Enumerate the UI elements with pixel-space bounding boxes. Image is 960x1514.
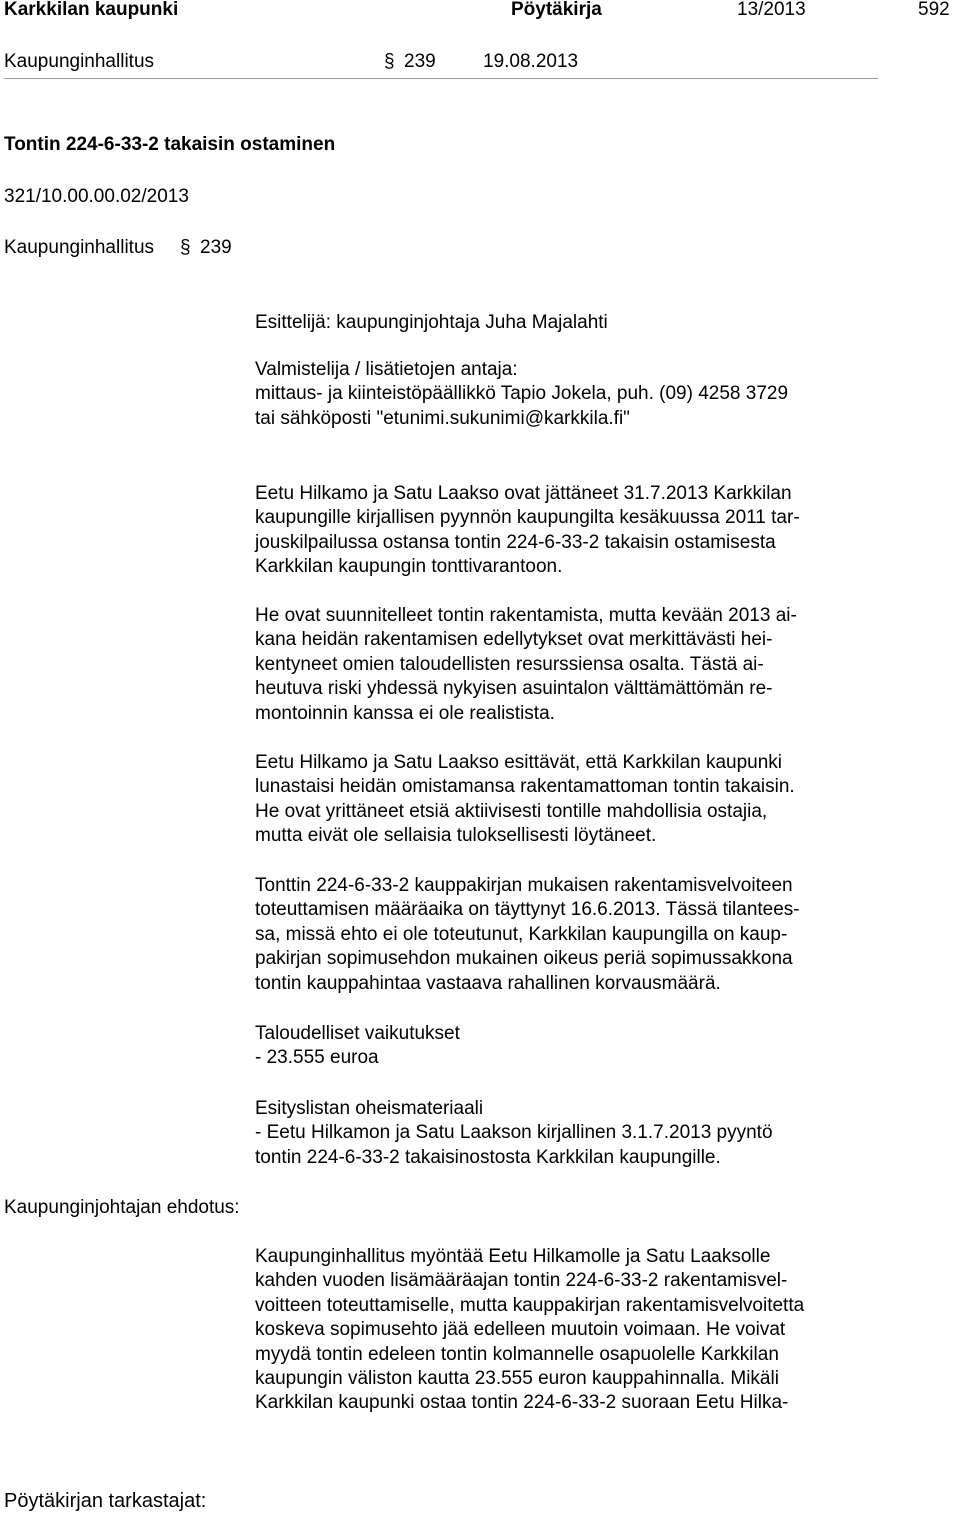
proposal-line: Karkkilan kaupunki ostaa tontin 224-6-33-2 suoraan Eetu Hilka- [255, 1392, 789, 1414]
paragraph-line: Eetu Hilkamo ja Satu Laakso ovat jättäneet 31.7.2013 Karkkilan [255, 483, 792, 504]
proposal-line: koskeva sopimusehto jää edelleen muutoin voimaan. He voivat [255, 1319, 786, 1341]
page-title: Tontin 224-6-33-2 takaisin ostaminen [4, 134, 336, 155]
preparer-line: tai sähköposti "etunimi.sukunimi@karkkila.fi" [255, 407, 630, 429]
paragraph-line: sa, missä ehto ei ole toteutunut, Karkkilan kaupungilla on kaup- [255, 923, 788, 945]
proposal-line: kaupungin väliston kautta 23.555 euron kauppahinnalla. Mikäli [255, 1367, 779, 1389]
section-line-number: 239 [200, 237, 232, 258]
page-number: 592 [918, 0, 950, 20]
preparer-line: mittaus- ja kiinteistöpäällikkö Tapio Jokela, puh. (09) 4258 3729 [255, 383, 789, 405]
paragraph-line: mutta eivät ole sellaisia tuloksellisesti löytäneet. [255, 825, 657, 847]
paragraph [255, 874, 915, 996]
proposal-label: Kaupunginjohtajan ehdotus: [4, 1197, 240, 1218]
paragraph-line: He ovat suunnitelleet tontin rakentamista, mutta kevään 2013 ai- [255, 605, 797, 626]
paragraph-line: kaupungille kirjallisen pyynnön kaupungilta kesäkuussa 2011 tar- [255, 507, 800, 529]
preparer-block [255, 358, 915, 431]
paragraph [255, 751, 915, 849]
paragraph-line: Tonttin 224-6-33-2 kauppakirjan mukaisen rakentamisvelvoiteen [255, 875, 793, 896]
proposal-line: myydä tontin edeleen tontin kolmannelle osapuolelle Karkkilan [255, 1343, 779, 1365]
financial-impact [255, 1022, 915, 1071]
proposal [255, 1245, 915, 1416]
doc-number: 13/2013 [737, 0, 806, 20]
paragraph-line: He ovat yrittäneet etsiä aktiivisesti tontille mahdollisia ostajia, [255, 800, 768, 822]
footer-reviewers-label: Pöytäkirjan tarkastajat: [4, 1490, 207, 1512]
reference-number: 321/10.00.00.02/2013 [4, 186, 189, 207]
paragraph-line: lunastaisi heidän omistamansa rakentamattoman tontin takaisin. [255, 776, 795, 798]
attachments [255, 1097, 915, 1170]
header-divider [4, 78, 878, 79]
section-mark: § [384, 51, 395, 72]
paragraph-line: jouskilpailussa ostansa tontin 224-6-33-2 takaisin ostamisesta [255, 531, 776, 553]
proposal-line: voitteen toteuttamiselle, mutta kauppakirjan rakentamisvelvoitetta [255, 1294, 805, 1316]
paragraph-line: - Eetu Hilkamon ja Satu Laakson kirjallinen 3.1.7.2013 pyyntö [255, 1122, 773, 1144]
paragraph-line: - 23.555 euroa [255, 1047, 379, 1069]
preparer-line: Valmistelija / lisätietojen antaja: [255, 359, 518, 380]
paragraph-line: heutuva riski yhdessä nykyisen asuintalon välttämättömän re- [255, 678, 773, 700]
section-number: 239 [404, 51, 436, 72]
paragraph-line: pakirjan sopimusehdon mukainen oikeus periä sopimussakkona [255, 948, 793, 970]
org-name: Karkkilan kaupunki [4, 0, 179, 20]
paragraph-line: Esityslistan oheismateriaali [255, 1098, 484, 1119]
paragraph [255, 482, 915, 580]
meeting-date: 19.08.2013 [483, 51, 579, 72]
paragraph-line: kana heidän rakentamisen edellytykset ovat merkittävästi hei- [255, 629, 773, 651]
paragraph-line: Karkkilan kaupungin tonttivarantoon. [255, 556, 563, 578]
paragraph-line: toteuttamisen määräaika on täyttynyt 16.6.2013. Tässä tilantees- [255, 899, 800, 921]
section-line-mark: § [180, 237, 191, 258]
doc-type: Pöytäkirja [511, 0, 602, 20]
presenter: Esittelijä: kaupunginjohtaja Juha Majalahti [255, 312, 608, 333]
paragraph [255, 604, 915, 726]
paragraph-line: kentyneet omien taloudellisten resurssiensa osalta. Tästä ai- [255, 653, 764, 675]
proposal-line: kahden vuoden lisämääräajan tontin 224-6-33-2 rakentamisvel- [255, 1270, 788, 1292]
meeting-body: Kaupunginhallitus [4, 51, 155, 72]
paragraph-line: tontin kauppahintaa vastaava rahallinen korvausmäärä. [255, 972, 721, 994]
proposal-line: Kaupunginhallitus myöntää Eetu Hilkamolle ja Satu Laaksolle [255, 1246, 771, 1267]
paragraph-line: Taloudelliset vaikutukset [255, 1023, 460, 1044]
paragraph-line: Eetu Hilkamo ja Satu Laakso esittävät, että Karkkilan kaupunki [255, 752, 783, 773]
paragraph-line: montoinnin kanssa ei ole realistista. [255, 702, 555, 724]
paragraph-line: tontin 224-6-33-2 takaisinostosta Karkkilan kaupungille. [255, 1146, 721, 1168]
section-line-body: Kaupunginhallitus [4, 237, 155, 258]
